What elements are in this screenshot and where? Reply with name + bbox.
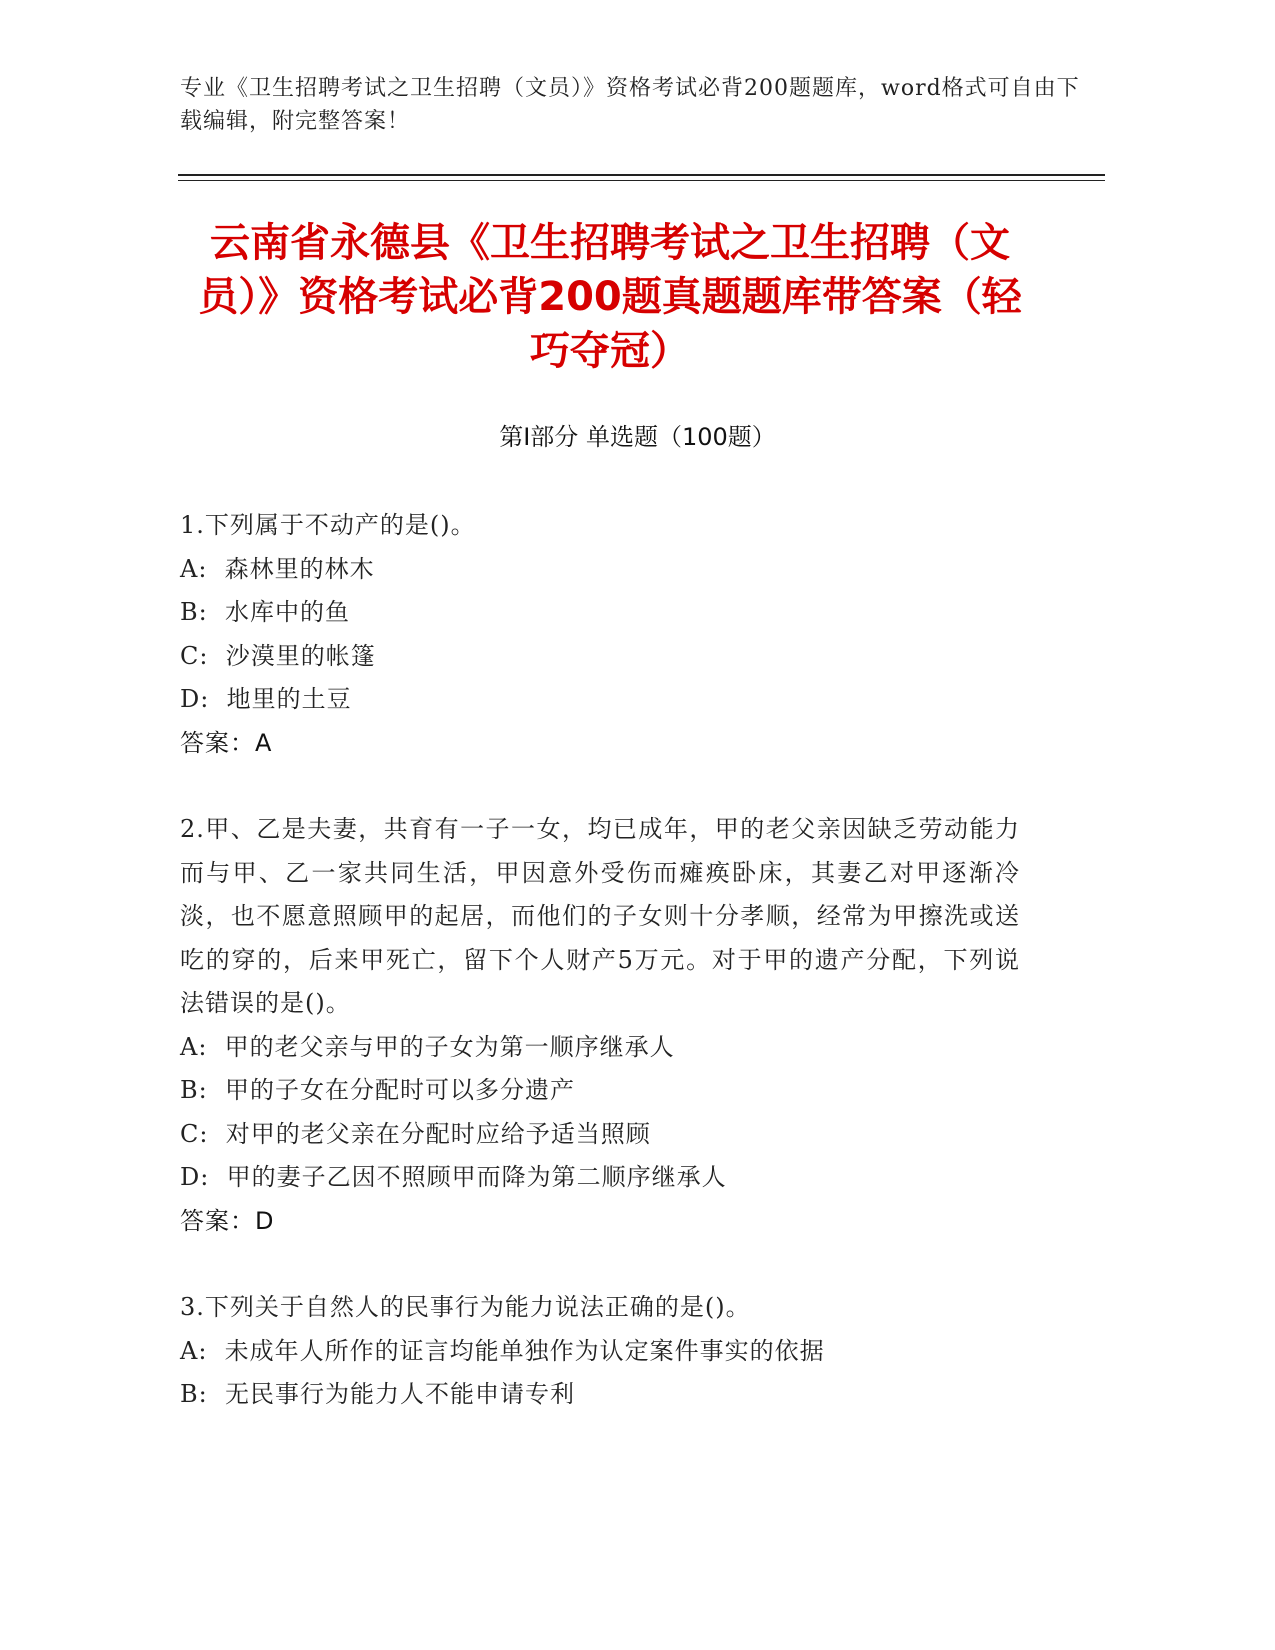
option-a: A: 未成年人所作的证言均能单独作为认定案件事实的依据 [180, 1336, 825, 1365]
answer-label: 答案：D [180, 1206, 275, 1235]
question-1 [180, 504, 1020, 765]
question-3 [180, 1286, 1020, 1417]
header-divider-thick [178, 174, 1105, 176]
question-stem: 2.甲、乙是夫妻，共育有一子一女，均已成年，甲的老父亲因缺乏劳动能力而与甲、乙一家共同生活，甲因意外受伤而瘫痪卧床，其妻乙对甲逐渐冷淡，也不愿意照顾甲的起居，而他们的子女则十分孝顺，经常为甲擦洗或送吃的穿的，后来甲死亡，留下个人财产5万元。对于甲的遗产分配，下列说法错误的是()。 [180, 815, 1020, 1017]
option-a: A: 森林里的林木 [180, 554, 375, 583]
document-title: 云南省永德县《卫生招聘考试之卫生招聘（文员）》资格考试必背200题真题题库带答案（轻巧夺冠） [198, 220, 1022, 374]
section-heading: 第I部分 单选题（100题） [499, 423, 776, 451]
option-d: D: 地里的土豆 [180, 685, 352, 713]
option-c: C: 对甲的老父亲在分配时应给予适当照顾 [180, 1119, 651, 1148]
header-divider-thin [178, 180, 1105, 181]
option-c: C: 沙漠里的帐篷 [180, 641, 376, 670]
option-b: B: 甲的子女在分配时可以多分遗产 [180, 1076, 575, 1104]
question-stem: 1.下列属于不动产的是()。 [180, 511, 476, 539]
header-note: 专业《卫生招聘考试之卫生招聘（文员）》资格考试必背200题题库，word格式可自由下载编辑，附完整答案！ [180, 76, 1080, 134]
question-stem: 3.下列关于自然人的民事行为能力说法正确的是()。 [180, 1293, 751, 1321]
answer-label: 答案：A [180, 728, 273, 757]
option-b: B: 水库中的鱼 [180, 598, 350, 626]
option-d: D: 甲的妻子乙因不照顾甲而降为第二顺序继承人 [180, 1163, 727, 1191]
option-b: B: 无民事行为能力人不能申请专利 [180, 1380, 575, 1408]
question-2 [180, 808, 1020, 1243]
option-a: A: 甲的老父亲与甲的子女为第一顺序继承人 [180, 1032, 675, 1061]
